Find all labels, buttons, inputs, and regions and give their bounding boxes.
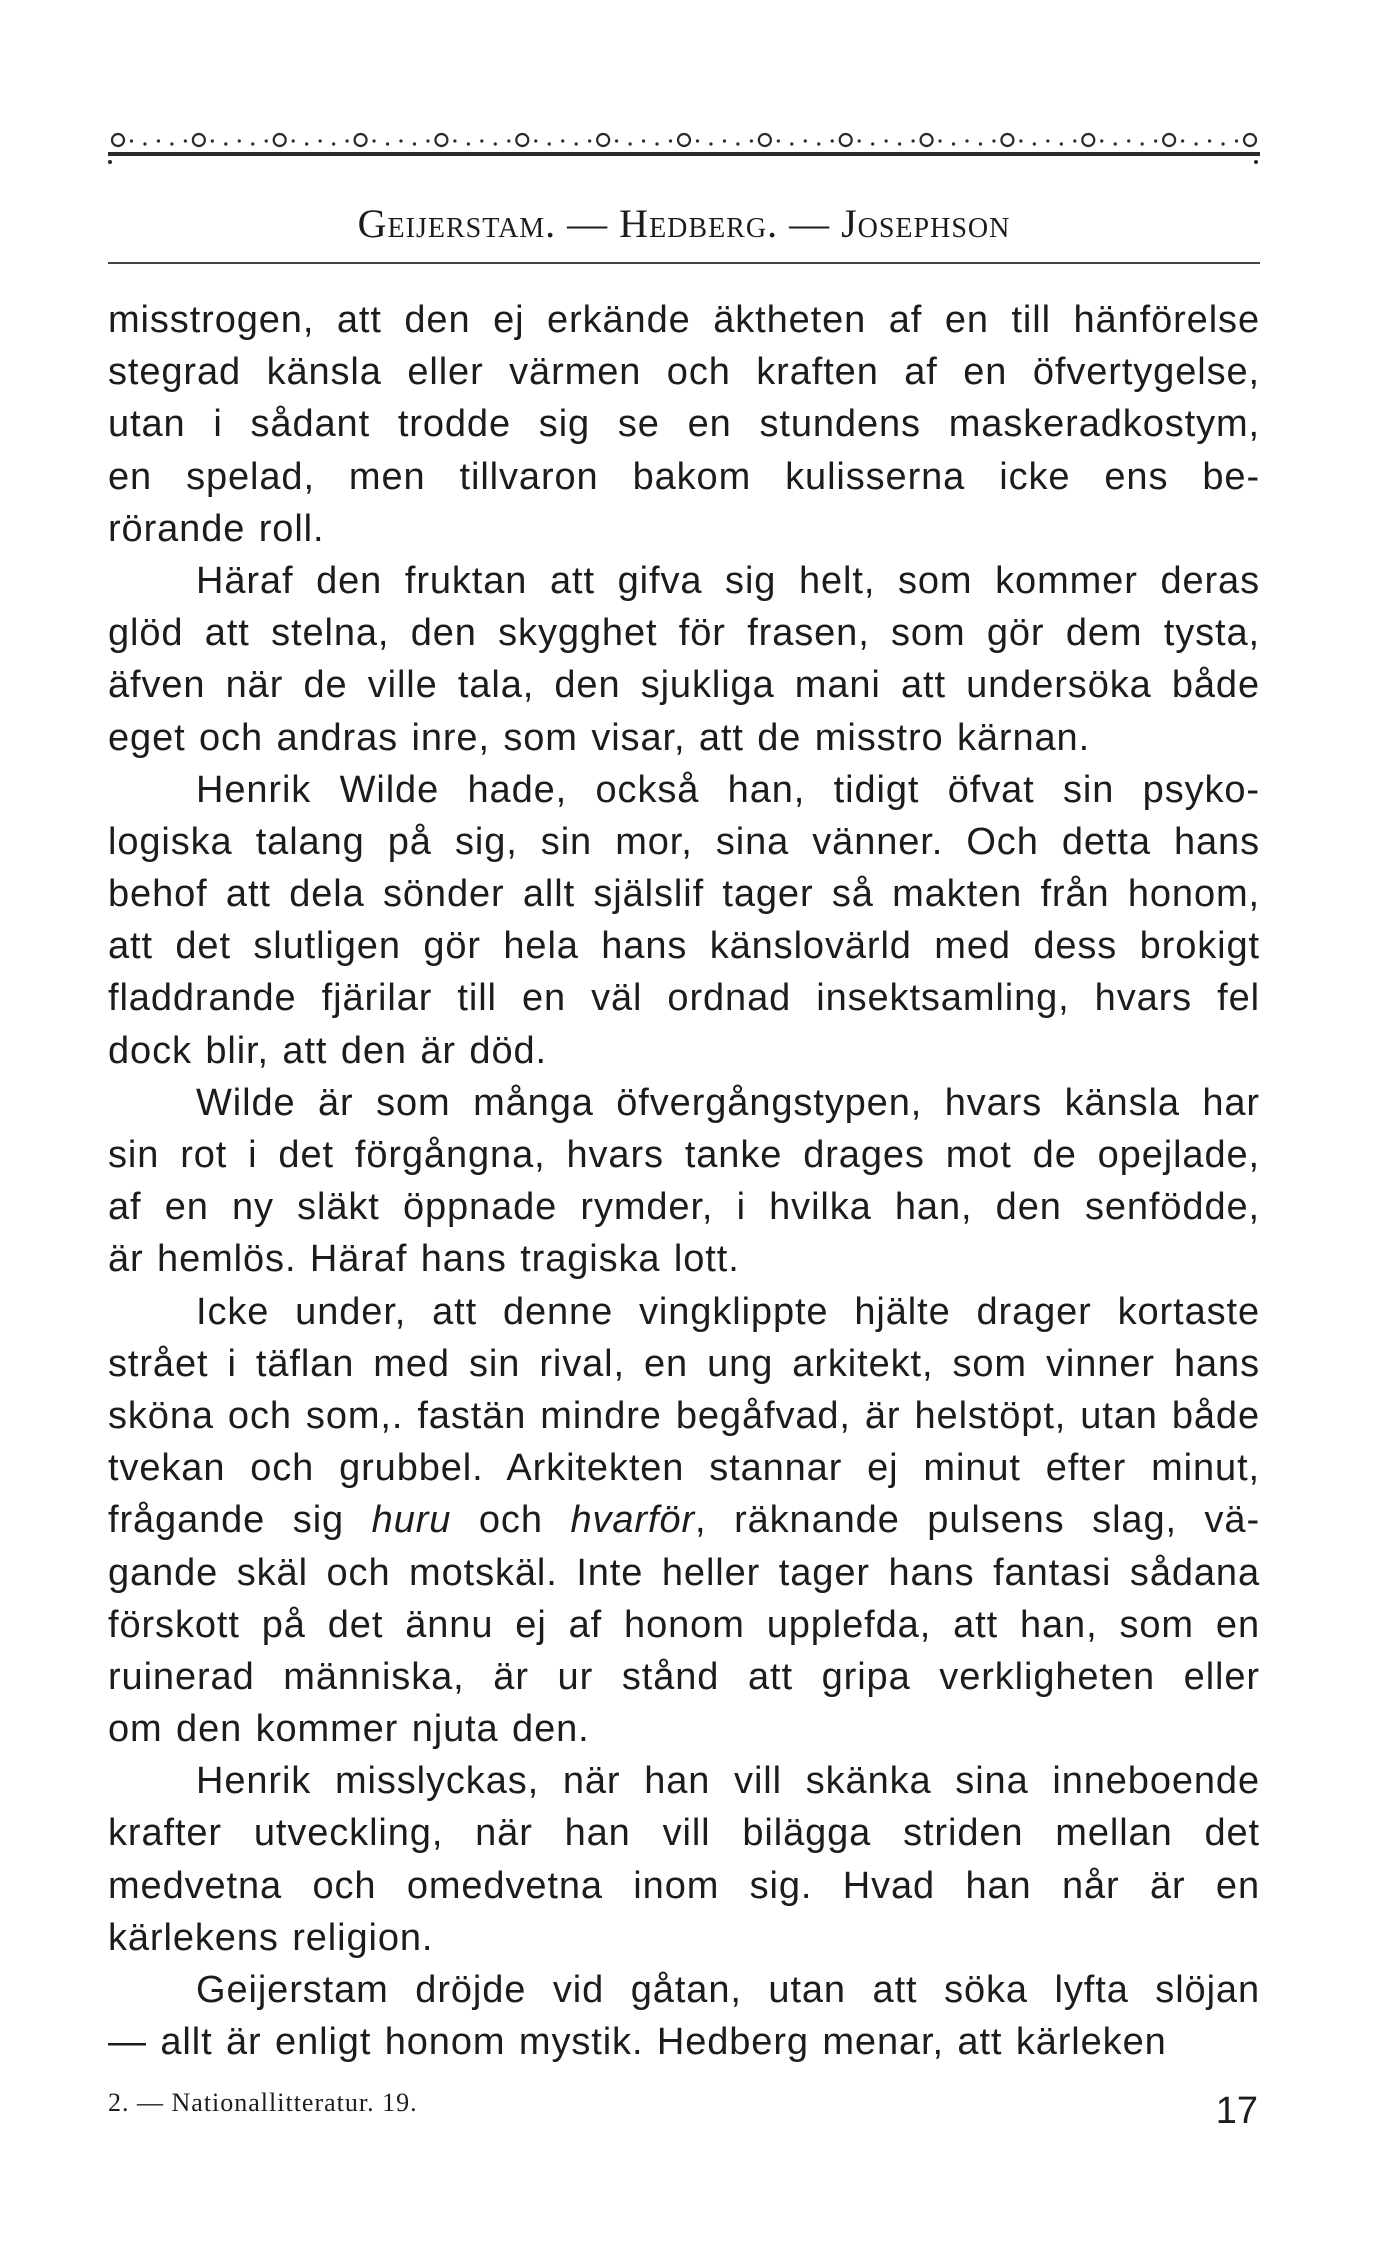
ornament-dot — [1208, 139, 1211, 142]
ornament-dot — [453, 139, 456, 142]
ornament-dot — [898, 142, 901, 145]
ornament-dot — [575, 142, 578, 145]
ornament-dot — [1154, 139, 1157, 142]
ornament-dot — [319, 139, 322, 142]
text-line: Henrik Wilde hade, också han, tidigt öfvat sin psyko- — [196, 768, 1260, 811]
paragraph — [108, 1964, 1260, 2068]
text-line: Häraf den fruktan att gifva sig helt, som kommer deras — [196, 559, 1260, 602]
ornament-dot — [170, 142, 173, 145]
text-line: äfven när de ville tala, den sjukliga mani att undersöka både — [108, 664, 1260, 707]
ornament-ring — [355, 134, 367, 146]
ornament-dot — [1033, 142, 1036, 145]
text-line: frågande sig huru och hvarför, räknande pulsens slag, vä- — [108, 1499, 1261, 1542]
paragraph — [108, 294, 1260, 555]
ornament-dot — [911, 139, 914, 142]
ornament-dot — [831, 139, 834, 142]
paragraph — [108, 555, 1260, 764]
ornament-dot — [143, 142, 146, 145]
text-line: sin rot i det förgångna, hvars tanke drages mot de opejlade, — [108, 1134, 1260, 1176]
ornament-dot — [238, 139, 241, 142]
ornament-bar — [108, 152, 1260, 156]
ornament-dot — [1181, 139, 1184, 142]
ornament-dot — [345, 139, 348, 142]
ornament-dot — [965, 139, 968, 142]
ornament-ring — [678, 134, 690, 146]
text-line: fladdrande fjärilar till en väl ordnad insektsamling, hvars fel — [108, 977, 1260, 1020]
ornament-ring — [1082, 134, 1094, 146]
ornament-dot — [615, 139, 618, 142]
ornament-ring — [274, 134, 286, 146]
ornament-dot — [669, 139, 672, 142]
ornament-dot — [709, 142, 712, 145]
ornament-dot — [938, 139, 941, 142]
text-line: logiska talang på sig, sin mor, sina vänner. Och detta hans — [108, 820, 1260, 863]
ornament-dot — [750, 139, 753, 142]
ornament-dot — [979, 142, 982, 145]
text-line: Henrik misslyckas, när han vill skänka sina inneboende — [196, 1760, 1260, 1803]
ornament-dot — [561, 139, 564, 142]
ornamental-border — [108, 128, 1260, 170]
text-line: om den kommer njuta den. — [108, 1708, 590, 1751]
ornament-dot — [817, 142, 820, 145]
text-line: — allt är enligt honom mystik. Hedberg menar, att kärleken — [108, 2021, 1167, 2064]
ornament-dot — [1141, 142, 1144, 145]
text-line: medvetna och omedvetna inom sig. Hvad han når är en — [108, 1864, 1260, 1907]
ornament-dot — [777, 139, 780, 142]
ornament-ring — [193, 134, 205, 146]
text-line: glöd att stelna, den skygghet för frasen, som gör dem tysta, — [108, 612, 1260, 655]
text-line: stegrad känsla eller värmen och kraften af en öfvertygelse, — [108, 351, 1260, 394]
text-line: af en ny släkt öppnade rymder, i hvilka han, den senfödde, — [108, 1186, 1260, 1229]
printer-signature: 2. — Nationallitteratur. 19. — [108, 2088, 418, 2117]
text-line: förskott på det ännu ej af honom upplefda, att han, som en — [108, 1603, 1260, 1646]
ornament-dot — [1060, 142, 1063, 145]
text-line: Wilde är som många öfvergångstypen, hvars känsla har — [196, 1081, 1260, 1124]
text-line: gande skäl och motskäl. Inte heller tager hans fantasi sådana — [108, 1551, 1260, 1594]
ornament-dot — [480, 139, 483, 142]
ornament-dot — [1127, 139, 1130, 142]
ornament-ring — [112, 134, 124, 146]
ornament-dot — [534, 139, 537, 142]
ornament-dot — [426, 139, 429, 142]
ornament-dot — [265, 139, 268, 142]
paragraph — [108, 1755, 1260, 1964]
text-line: kärlekens religion. — [108, 1916, 434, 1959]
ornament-dot — [251, 142, 254, 145]
text-line: Icke under, att denne vingklippte hjälte drager kortaste — [196, 1290, 1260, 1333]
ornament-dot — [723, 139, 726, 142]
ornament-dot — [1100, 139, 1103, 142]
ornament-ring — [921, 134, 933, 146]
ornament-ring — [1001, 134, 1013, 146]
ornament-dot — [157, 139, 160, 142]
ornament-dot — [372, 139, 375, 142]
text-line: sköna och som,. fastän mindre begåfvad, är helstöpt, utan både — [108, 1394, 1260, 1437]
ornament-dot — [305, 142, 308, 145]
ornament-dot — [655, 142, 658, 145]
ornament-dot — [1235, 139, 1238, 142]
ornament-dot — [871, 142, 874, 145]
ornament-dot — [588, 139, 591, 142]
text-line: utan i sådant trodde sig se en stundens maskeradkostym, — [108, 403, 1260, 446]
header-rule — [108, 262, 1260, 264]
ornament-dot — [130, 139, 133, 142]
ornament-dot — [952, 142, 955, 145]
ornament-dot — [386, 142, 389, 145]
page-number: 17 — [1215, 2090, 1258, 2132]
ornament-dot — [736, 142, 739, 145]
ornament-dot — [696, 139, 699, 142]
ornament-dot — [1019, 139, 1022, 142]
text-line: behof att dela sönder allt själslif tager så makten från honom, — [108, 873, 1260, 916]
ornament-ring — [840, 134, 852, 146]
ornament-dot — [467, 142, 470, 145]
ornament-dot — [494, 142, 497, 145]
ornament-dot — [642, 139, 645, 142]
running-head: Geijerstam. — Hedberg. — Josephson — [357, 201, 1011, 246]
ornament-dot — [224, 142, 227, 145]
ornament-ring — [516, 134, 528, 146]
ornament-dot — [184, 139, 187, 142]
text-line: att det slutligen gör hela hans känslovärld med dess brokigt — [108, 925, 1260, 968]
body-text — [108, 294, 1260, 2068]
ornament-dot — [548, 142, 551, 145]
text-line: dock blir, att den är död. — [108, 1029, 547, 1072]
ornament-ring — [759, 134, 771, 146]
ornament-dot — [858, 139, 861, 142]
text-line: misstrogen, att den ej erkände äktheten af en till hänförelse — [108, 299, 1260, 341]
text-line: krafter utveckling, när han vill bilägga striden mellan det — [108, 1812, 1260, 1855]
ornament-dot — [413, 142, 416, 145]
ornament-dot — [332, 142, 335, 145]
ornament-dot — [790, 142, 793, 145]
paragraph — [108, 764, 1260, 1077]
ornament-ring — [597, 134, 609, 146]
ornament-dot — [1254, 160, 1258, 164]
text-line: eget och andras inre, som visar, att de misstro kärnan. — [108, 716, 1091, 759]
ornament-dot — [992, 139, 995, 142]
paragraph — [108, 1077, 1260, 1286]
text-line: en spelad, men tillvaron bakom kulisserna icke ens be- — [108, 455, 1260, 498]
ornament-ring — [1244, 134, 1256, 146]
text-line: ruinerad människa, är ur stånd att gripa verkligheten eller — [108, 1655, 1260, 1698]
ornament-ring — [435, 134, 447, 146]
ornament-dot — [399, 139, 402, 142]
text-line: Geijerstam dröjde vid gåtan, utan att söka lyfta slöjan — [196, 1969, 1260, 2011]
ornament-dot — [211, 139, 214, 142]
ornament-ring — [1163, 134, 1175, 146]
ornament-dot — [1114, 142, 1117, 145]
ornament-dot — [108, 160, 112, 164]
ornament-dot — [1221, 142, 1224, 145]
text-line: rörande roll. — [108, 507, 325, 550]
text-line: tvekan och grubbel. Arkitekten stannar ej minut efter minut, — [108, 1447, 1260, 1490]
ornament-dot — [628, 142, 631, 145]
ornament-dot — [1073, 139, 1076, 142]
text-line: är hemlös. Häraf hans tragiska lott. — [108, 1238, 740, 1281]
ornament-dot — [292, 139, 295, 142]
text-line: strået i täflan med sin rival, en ung arkitekt, som vinner hans — [108, 1342, 1260, 1385]
paragraph — [108, 1286, 1260, 1756]
ornament-dot — [1194, 142, 1197, 145]
ornament-dot — [885, 139, 888, 142]
ornament-dot — [804, 139, 807, 142]
ornament-dot — [1046, 139, 1049, 142]
ornament-dot — [507, 139, 510, 142]
